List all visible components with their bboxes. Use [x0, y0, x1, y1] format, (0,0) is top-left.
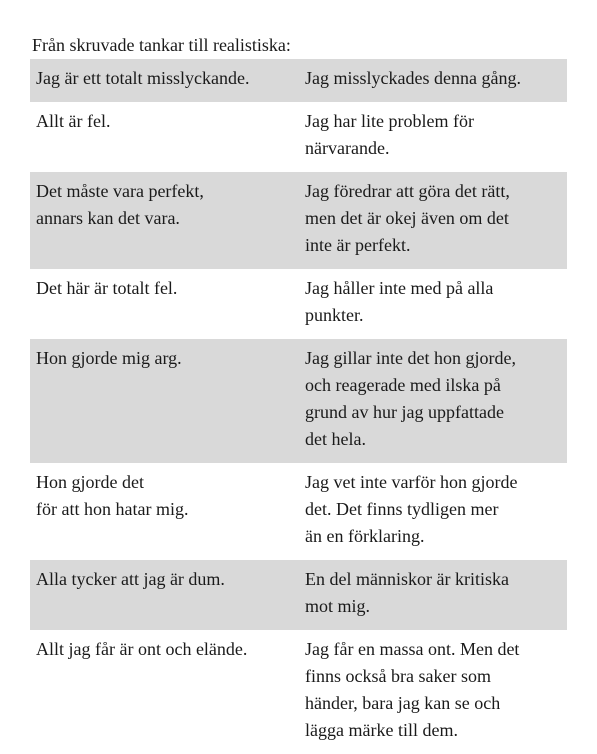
- distorted-thought-cell: Det måste vara perfekt, annars kan det vara.: [36, 181, 204, 228]
- table-row: [30, 630, 567, 754]
- distorted-thought-cell: Jag är ett totalt misslyckande.: [36, 68, 250, 88]
- realistic-thought-cell: Jag misslyckades denna gång.: [305, 68, 521, 88]
- distorted-thought-cell: Det här är totalt fel.: [36, 278, 178, 298]
- realistic-thought-cell: Jag får en massa ont. Men det finns också bra saker som händer, bara jag kan se och lägga märke till dem.: [305, 639, 520, 740]
- realistic-thought-cell: Jag har lite problem för närvarande.: [305, 111, 474, 158]
- table-row: [30, 269, 567, 339]
- table-row: [30, 560, 567, 630]
- distorted-thought-cell: Hon gjorde mig arg.: [36, 348, 182, 368]
- document-page: [30, 34, 567, 754]
- table-row: [30, 102, 567, 172]
- realistic-thought-cell: Jag håller inte med på alla punkter.: [305, 278, 494, 325]
- table-row: [30, 172, 567, 269]
- realistic-thought-cell: En del människor är kritiska mot mig.: [305, 569, 509, 616]
- table-row: [30, 463, 567, 560]
- table-row: [30, 339, 567, 463]
- realistic-thought-cell: Jag gillar inte det hon gjorde, och reagerade med ilska på grund av hur jag uppfattade det hela.: [305, 348, 516, 449]
- table-heading: Från skruvade tankar till realistiska:: [32, 35, 291, 55]
- distorted-thought-cell: Hon gjorde det för att hon hatar mig.: [36, 472, 189, 519]
- table-row: [30, 59, 567, 102]
- realistic-thought-cell: Jag vet inte varför hon gjorde det. Det finns tydligen mer än en förklaring.: [305, 472, 518, 546]
- realistic-thought-cell: Jag föredrar att göra det rätt, men det är okej även om det inte är perfekt.: [305, 181, 510, 255]
- thought-table: [30, 59, 567, 754]
- distorted-thought-cell: Alla tycker att jag är dum.: [36, 569, 225, 589]
- distorted-thought-cell: Allt jag får är ont och elände.: [36, 639, 248, 659]
- distorted-thought-cell: Allt är fel.: [36, 111, 111, 131]
